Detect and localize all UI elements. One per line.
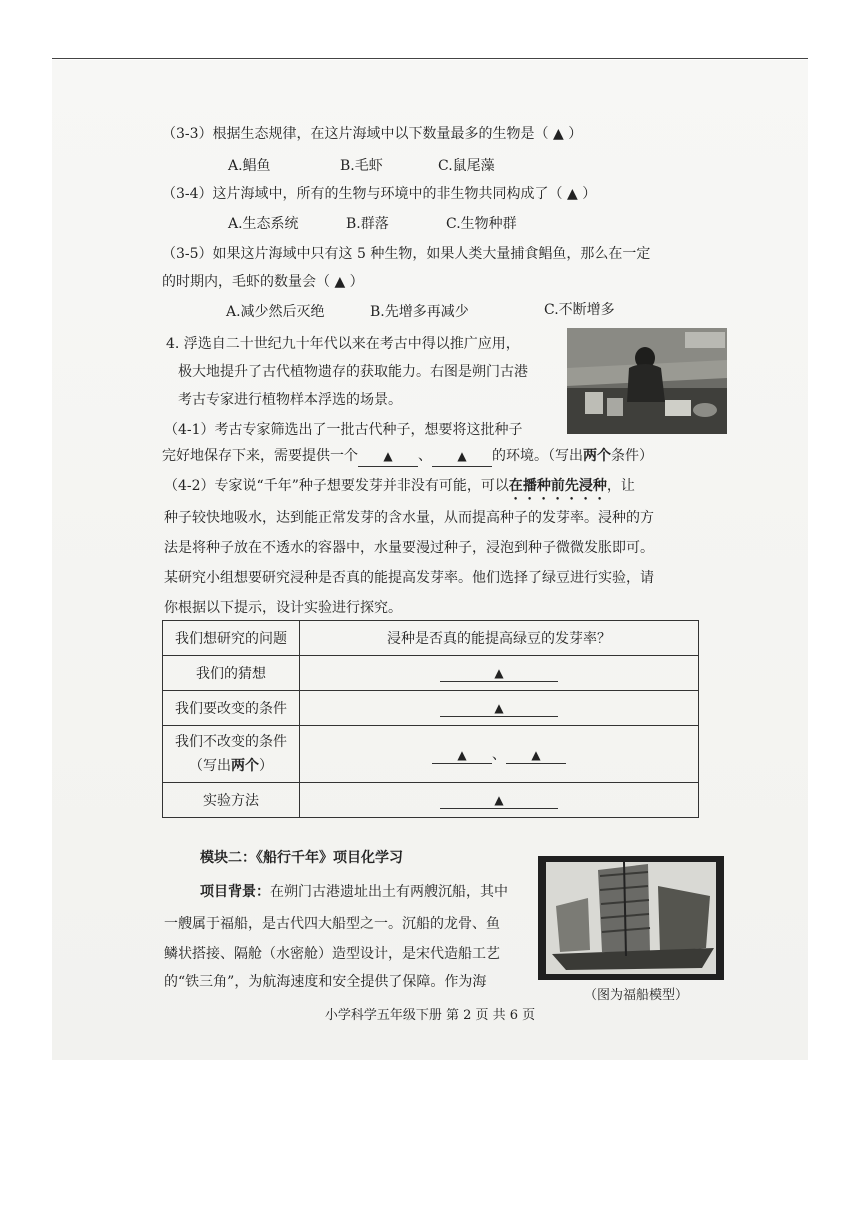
q4-line1: 4. 浮选自二十世纪九十年代以来在考古中得以推广应用， xyxy=(166,336,520,352)
q4-2-text-a: （4-2）专家说“千年”种子想要发芽并非没有可能，可以 xyxy=(164,478,509,494)
q3-4-option-b: B.群落 xyxy=(346,216,389,232)
row-constants-answer[interactable]: ▲ 、 ▲ xyxy=(300,726,699,783)
q3-5-option-c: C.不断增多 xyxy=(544,302,615,318)
q4-2-emphasis: 在播种前先浸种 xyxy=(508,478,607,494)
flotation-photo xyxy=(567,328,727,434)
q3-5-line2: 的时期内，毛虾的数量会（ ▲ ） xyxy=(162,274,364,290)
q4-1-text-c: 条件） xyxy=(611,448,653,464)
experiment-table xyxy=(162,620,699,818)
answer-blank-1[interactable]: ▲ xyxy=(358,446,418,467)
q4-1-line1: （4-1）考古专家筛选出了一批古代种子，想要将这批种子 xyxy=(164,422,523,438)
ship-caption: （图为福船模型） xyxy=(584,988,689,1003)
table-row xyxy=(163,726,699,783)
answer-blank-2[interactable]: ▲ xyxy=(432,446,492,467)
q4-2-line4: 某研究小组想要研究浸种是否真的能提高发芽率。他们选择了绿豆进行实验，请 xyxy=(164,570,654,586)
module2-title: 模块二：《船行千年》项目化学习 xyxy=(200,850,403,866)
row-method-answer[interactable]: ▲ xyxy=(300,783,699,818)
row-question-value: 浸种是否真的能提高绿豆的发芽率？ xyxy=(300,621,699,656)
q3-3-option-a: A.鲳鱼 xyxy=(228,158,271,174)
q4-2-line5: 你根据以下提示，设计实验进行探究。 xyxy=(164,600,402,616)
q4-line2: 极大地提升了古代植物遗存的获取能力。右图是朔门古港 xyxy=(178,364,528,380)
q4-2-line1 xyxy=(164,476,635,503)
q3-5-line1: （3-5）如果这片海域中只有这 5 种生物，如果人类大量捕食鲳鱼，那么在一定 xyxy=(162,246,651,262)
table-row xyxy=(163,621,699,656)
row-variable-label: 我们要改变的条件 xyxy=(163,691,300,726)
q4-1-bold-two: 两个 xyxy=(583,448,611,464)
q4-2-text-b: ，让 xyxy=(606,478,635,494)
ship-model-image xyxy=(538,856,724,980)
q3-3-stem: （3-3）根据生态规律，在这片海域中以下数量最多的生物是（ ▲ ） xyxy=(162,126,583,142)
module2-line4: 的“铁三角”，为航海速度和安全提供了保障。作为海 xyxy=(164,974,487,990)
module2-bg-label: 项目背景： xyxy=(200,884,270,900)
module2-line3: 鳞状搭接、隔舱（水密舱）造型设计，是宋代造船工艺 xyxy=(164,946,500,962)
q3-3-option-c: C.鼠尾藻 xyxy=(438,158,495,174)
table-row xyxy=(163,656,699,691)
row-variable-answer[interactable]: ▲ xyxy=(300,691,699,726)
q4-1-line2 xyxy=(162,446,653,467)
q4-2-line2: 种子较快地吸水，达到能正常发芽的含水量，从而提高种子的发芽率。浸种的方 xyxy=(164,510,654,526)
row-question-label: 我们想研究的问题 xyxy=(163,621,300,656)
q4-2-line3: 法是将种子放在不透水的容器中，水量要漫过种子，浸泡到种子微微发胀即可。 xyxy=(164,540,654,556)
q4-1-sep: 、 xyxy=(418,448,432,464)
q3-4-option-a: A.生态系统 xyxy=(228,216,299,232)
table-row xyxy=(163,691,699,726)
row-method-label: 实验方法 xyxy=(163,783,300,818)
flotation-scene-image xyxy=(567,328,727,434)
table-row xyxy=(163,783,699,818)
q3-4-option-c: C.生物种群 xyxy=(446,216,517,232)
q3-5-option-b: B.先增多再减少 xyxy=(370,304,469,320)
q4-1-text-b: 的环境。（写出 xyxy=(492,448,583,464)
top-rule xyxy=(52,58,808,59)
q3-5-option-a: A.减少然后灭绝 xyxy=(226,304,325,320)
page-footer: 小学科学五年级下册 第 2 页 共 6 页 xyxy=(324,1008,536,1023)
module2-line2: 一艘属于福船，是古代四大船型之一。沉船的龙骨、鱼 xyxy=(164,916,500,932)
module2-line1 xyxy=(200,882,508,902)
fuchuan-model-photo xyxy=(538,856,724,980)
q4-line3: 考古专家进行植物样本浮选的场景。 xyxy=(178,392,402,408)
q3-4-stem: （3-4）这片海域中，所有的生物与环境中的非生物共同构成了（ ▲ ） xyxy=(162,186,597,202)
row-hypothesis-label: 我们的猜想 xyxy=(163,656,300,691)
row-constants-label: 我们不改变的条件 （写出两个） xyxy=(163,726,300,783)
q3-3-option-b: B.毛虾 xyxy=(340,158,383,174)
q4-1-text-a: 完好地保存下来，需要提供一个 xyxy=(162,448,358,464)
module2-line1-text: 在朔门古港遗址出土有两艘沉船，其中 xyxy=(270,884,508,900)
row-hypothesis-answer[interactable]: ▲ xyxy=(300,656,699,691)
